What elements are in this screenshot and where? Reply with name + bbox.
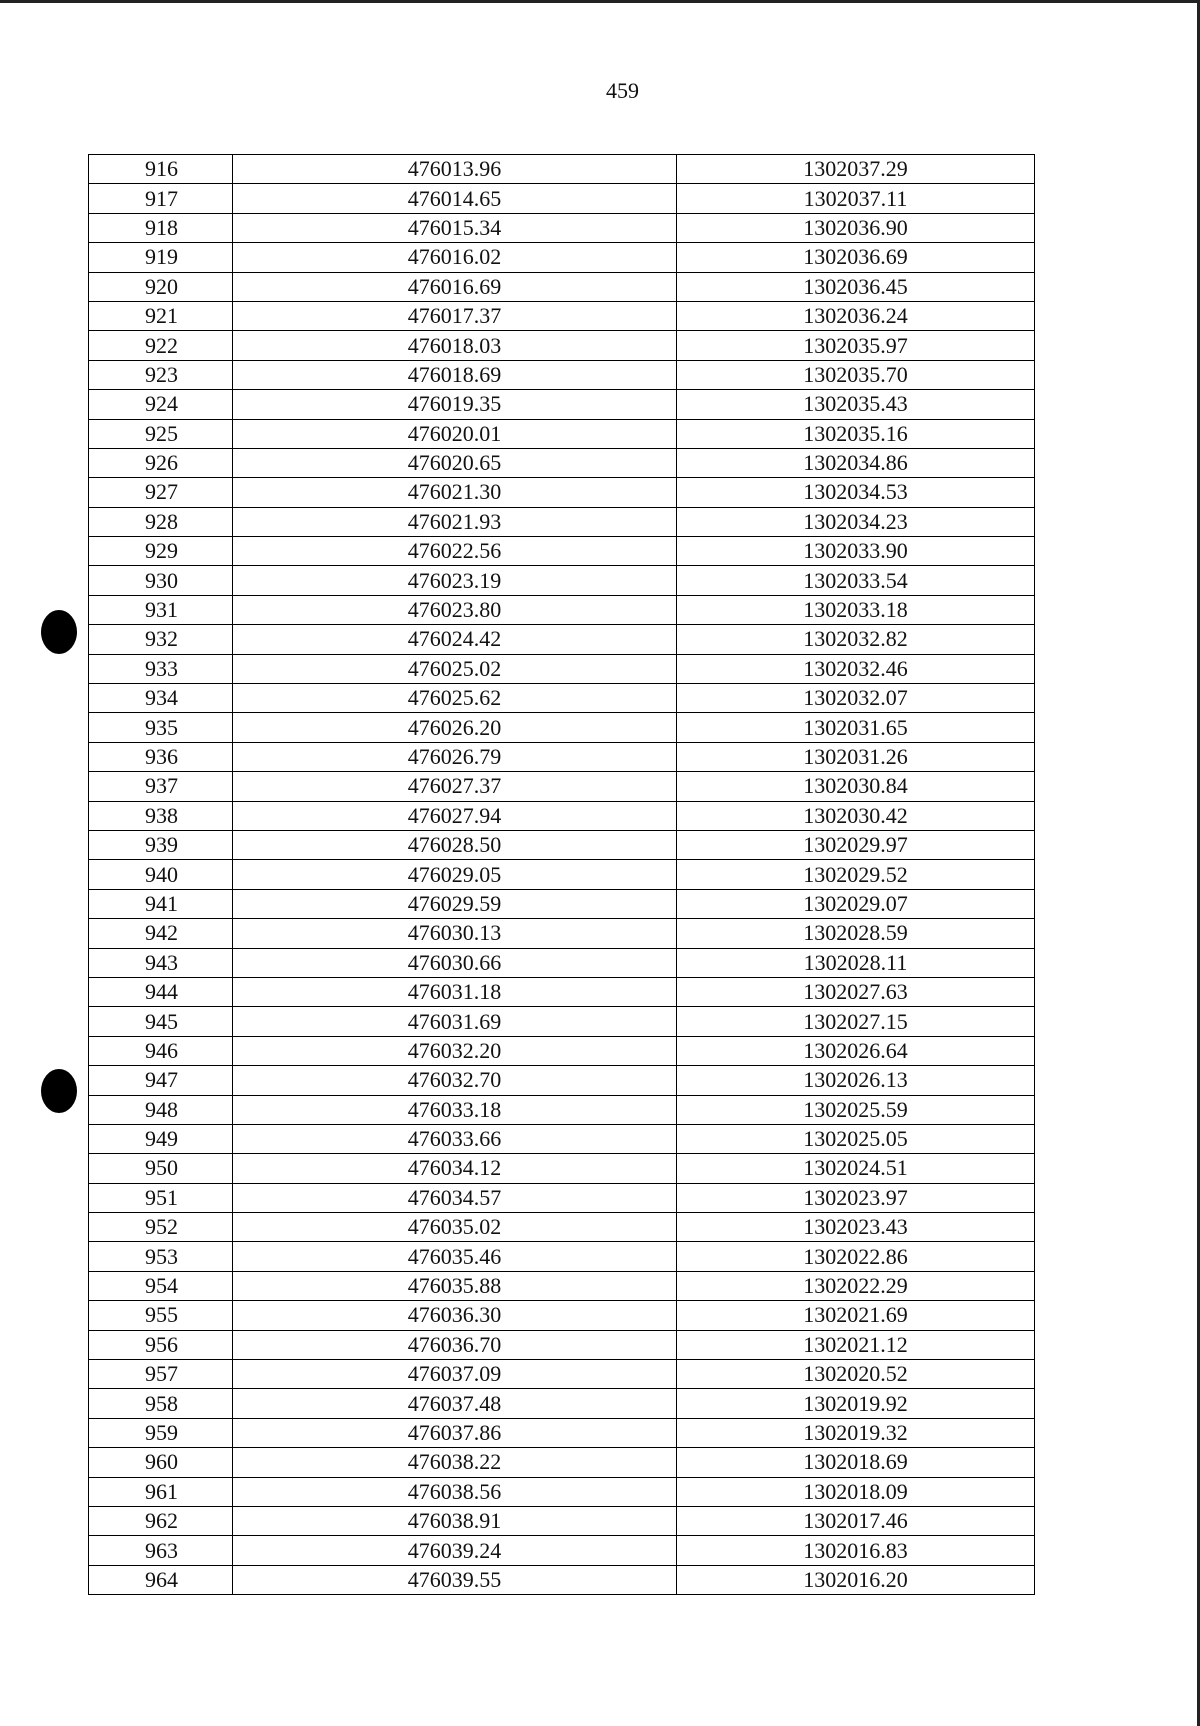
point-id-cell: 935 xyxy=(89,713,233,742)
x-coordinate-cell: 476030.66 xyxy=(233,948,677,977)
table-row xyxy=(89,184,1035,213)
point-id-cell: 917 xyxy=(89,184,233,213)
y-coordinate-cell: 1302027.15 xyxy=(677,1007,1035,1036)
y-coordinate-cell: 1302029.52 xyxy=(677,860,1035,889)
point-id-cell: 925 xyxy=(89,419,233,448)
x-coordinate-cell: 476038.22 xyxy=(233,1448,677,1477)
table-row xyxy=(89,801,1035,830)
x-coordinate-cell: 476022.56 xyxy=(233,537,677,566)
table-row xyxy=(89,419,1035,448)
table-row xyxy=(89,1095,1035,1124)
point-id-cell: 918 xyxy=(89,213,233,242)
x-coordinate-cell: 476028.50 xyxy=(233,830,677,859)
point-id-cell: 963 xyxy=(89,1536,233,1565)
y-coordinate-cell: 1302036.45 xyxy=(677,272,1035,301)
y-coordinate-cell: 1302018.69 xyxy=(677,1448,1035,1477)
x-coordinate-cell: 476035.88 xyxy=(233,1271,677,1300)
y-coordinate-cell: 1302037.11 xyxy=(677,184,1035,213)
y-coordinate-cell: 1302033.90 xyxy=(677,537,1035,566)
y-coordinate-cell: 1302019.32 xyxy=(677,1418,1035,1447)
y-coordinate-cell: 1302018.09 xyxy=(677,1477,1035,1506)
x-coordinate-cell: 476033.18 xyxy=(233,1095,677,1124)
x-coordinate-cell: 476036.70 xyxy=(233,1330,677,1359)
page-number: 459 xyxy=(606,78,639,103)
y-coordinate-cell: 1302019.92 xyxy=(677,1389,1035,1418)
y-coordinate-cell: 1302030.84 xyxy=(677,772,1035,801)
punch-hole xyxy=(41,610,77,654)
point-id-cell: 939 xyxy=(89,830,233,859)
y-coordinate-cell: 1302037.29 xyxy=(677,155,1035,184)
x-coordinate-cell: 476027.37 xyxy=(233,772,677,801)
table-row xyxy=(89,713,1035,742)
point-id-cell: 936 xyxy=(89,742,233,771)
table-row xyxy=(89,1183,1035,1212)
y-coordinate-cell: 1302035.16 xyxy=(677,419,1035,448)
table-row xyxy=(89,1007,1035,1036)
table-row xyxy=(89,1330,1035,1359)
x-coordinate-cell: 476026.79 xyxy=(233,742,677,771)
y-coordinate-cell: 1302022.86 xyxy=(677,1242,1035,1271)
x-coordinate-cell: 476033.66 xyxy=(233,1124,677,1153)
point-id-cell: 952 xyxy=(89,1213,233,1242)
table-row xyxy=(89,1360,1035,1389)
table-row xyxy=(89,478,1035,507)
table-row xyxy=(89,830,1035,859)
y-coordinate-cell: 1302026.64 xyxy=(677,1036,1035,1065)
table-row xyxy=(89,654,1035,683)
point-id-cell: 926 xyxy=(89,448,233,477)
x-coordinate-cell: 476016.02 xyxy=(233,243,677,272)
y-coordinate-cell: 1302027.63 xyxy=(677,977,1035,1006)
point-id-cell: 922 xyxy=(89,331,233,360)
x-coordinate-cell: 476038.91 xyxy=(233,1506,677,1535)
table-row xyxy=(89,390,1035,419)
x-coordinate-cell: 476017.37 xyxy=(233,301,677,330)
x-coordinate-cell: 476026.20 xyxy=(233,713,677,742)
x-coordinate-cell: 476015.34 xyxy=(233,213,677,242)
coordinates-table-body xyxy=(89,155,1035,1595)
y-coordinate-cell: 1302031.26 xyxy=(677,742,1035,771)
table-row xyxy=(89,1565,1035,1594)
punch-hole xyxy=(41,1069,77,1113)
table-row xyxy=(89,1448,1035,1477)
y-coordinate-cell: 1302029.97 xyxy=(677,830,1035,859)
y-coordinate-cell: 1302023.97 xyxy=(677,1183,1035,1212)
table-row xyxy=(89,507,1035,536)
point-id-cell: 949 xyxy=(89,1124,233,1153)
table-row xyxy=(89,301,1035,330)
y-coordinate-cell: 1302036.69 xyxy=(677,243,1035,272)
table-row xyxy=(89,331,1035,360)
table-row xyxy=(89,595,1035,624)
y-coordinate-cell: 1302026.13 xyxy=(677,1066,1035,1095)
point-id-cell: 929 xyxy=(89,537,233,566)
table-row xyxy=(89,1271,1035,1300)
page-border-top xyxy=(0,0,1200,3)
table-row xyxy=(89,742,1035,771)
x-coordinate-cell: 476023.80 xyxy=(233,595,677,624)
y-coordinate-cell: 1302034.53 xyxy=(677,478,1035,507)
y-coordinate-cell: 1302016.20 xyxy=(677,1565,1035,1594)
table-row xyxy=(89,448,1035,477)
y-coordinate-cell: 1302028.11 xyxy=(677,948,1035,977)
y-coordinate-cell: 1302031.65 xyxy=(677,713,1035,742)
y-coordinate-cell: 1302025.59 xyxy=(677,1095,1035,1124)
x-coordinate-cell: 476035.02 xyxy=(233,1213,677,1242)
y-coordinate-cell: 1302020.52 xyxy=(677,1360,1035,1389)
x-coordinate-cell: 476029.59 xyxy=(233,889,677,918)
x-coordinate-cell: 476035.46 xyxy=(233,1242,677,1271)
point-id-cell: 931 xyxy=(89,595,233,624)
y-coordinate-cell: 1302030.42 xyxy=(677,801,1035,830)
x-coordinate-cell: 476023.19 xyxy=(233,566,677,595)
x-coordinate-cell: 476034.12 xyxy=(233,1154,677,1183)
table-row xyxy=(89,1036,1035,1065)
point-id-cell: 958 xyxy=(89,1389,233,1418)
point-id-cell: 951 xyxy=(89,1183,233,1212)
point-id-cell: 955 xyxy=(89,1301,233,1330)
y-coordinate-cell: 1302022.29 xyxy=(677,1271,1035,1300)
x-coordinate-cell: 476029.05 xyxy=(233,860,677,889)
x-coordinate-cell: 476025.62 xyxy=(233,684,677,713)
point-id-cell: 947 xyxy=(89,1066,233,1095)
x-coordinate-cell: 476020.01 xyxy=(233,419,677,448)
table-row xyxy=(89,1124,1035,1153)
table-row xyxy=(89,1477,1035,1506)
x-coordinate-cell: 476034.57 xyxy=(233,1183,677,1212)
y-coordinate-cell: 1302016.83 xyxy=(677,1536,1035,1565)
point-id-cell: 943 xyxy=(89,948,233,977)
y-coordinate-cell: 1302028.59 xyxy=(677,919,1035,948)
point-id-cell: 946 xyxy=(89,1036,233,1065)
point-id-cell: 961 xyxy=(89,1477,233,1506)
y-coordinate-cell: 1302029.07 xyxy=(677,889,1035,918)
y-coordinate-cell: 1302035.70 xyxy=(677,360,1035,389)
x-coordinate-cell: 476018.69 xyxy=(233,360,677,389)
y-coordinate-cell: 1302021.12 xyxy=(677,1330,1035,1359)
point-id-cell: 927 xyxy=(89,478,233,507)
y-coordinate-cell: 1302034.23 xyxy=(677,507,1035,536)
x-coordinate-cell: 476013.96 xyxy=(233,155,677,184)
point-id-cell: 933 xyxy=(89,654,233,683)
point-id-cell: 919 xyxy=(89,243,233,272)
x-coordinate-cell: 476039.24 xyxy=(233,1536,677,1565)
table-row xyxy=(89,1213,1035,1242)
point-id-cell: 941 xyxy=(89,889,233,918)
y-coordinate-cell: 1302033.54 xyxy=(677,566,1035,595)
y-coordinate-cell: 1302035.97 xyxy=(677,331,1035,360)
x-coordinate-cell: 476038.56 xyxy=(233,1477,677,1506)
point-id-cell: 953 xyxy=(89,1242,233,1271)
table-row xyxy=(89,625,1035,654)
point-id-cell: 950 xyxy=(89,1154,233,1183)
y-coordinate-cell: 1302034.86 xyxy=(677,448,1035,477)
table-row xyxy=(89,566,1035,595)
y-coordinate-cell: 1302033.18 xyxy=(677,595,1035,624)
y-coordinate-cell: 1302025.05 xyxy=(677,1124,1035,1153)
x-coordinate-cell: 476024.42 xyxy=(233,625,677,654)
table-row xyxy=(89,919,1035,948)
table-row xyxy=(89,272,1035,301)
table-row xyxy=(89,684,1035,713)
table-row xyxy=(89,155,1035,184)
point-id-cell: 962 xyxy=(89,1506,233,1535)
point-id-cell: 942 xyxy=(89,919,233,948)
table-row xyxy=(89,1301,1035,1330)
y-coordinate-cell: 1302023.43 xyxy=(677,1213,1035,1242)
table-row xyxy=(89,213,1035,242)
table-row xyxy=(89,1154,1035,1183)
point-id-cell: 937 xyxy=(89,772,233,801)
table-row xyxy=(89,948,1035,977)
table-row xyxy=(89,1389,1035,1418)
x-coordinate-cell: 476025.02 xyxy=(233,654,677,683)
point-id-cell: 928 xyxy=(89,507,233,536)
y-coordinate-cell: 1302036.24 xyxy=(677,301,1035,330)
table-row xyxy=(89,1536,1035,1565)
point-id-cell: 934 xyxy=(89,684,233,713)
point-id-cell: 924 xyxy=(89,390,233,419)
point-id-cell: 945 xyxy=(89,1007,233,1036)
x-coordinate-cell: 476037.48 xyxy=(233,1389,677,1418)
point-id-cell: 940 xyxy=(89,860,233,889)
y-coordinate-cell: 1302032.46 xyxy=(677,654,1035,683)
coordinates-table xyxy=(88,154,1035,1595)
y-coordinate-cell: 1302021.69 xyxy=(677,1301,1035,1330)
x-coordinate-cell: 476016.69 xyxy=(233,272,677,301)
table-row xyxy=(89,1066,1035,1095)
y-coordinate-cell: 1302032.07 xyxy=(677,684,1035,713)
point-id-cell: 916 xyxy=(89,155,233,184)
x-coordinate-cell: 476032.20 xyxy=(233,1036,677,1065)
x-coordinate-cell: 476039.55 xyxy=(233,1565,677,1594)
x-coordinate-cell: 476036.30 xyxy=(233,1301,677,1330)
point-id-cell: 956 xyxy=(89,1330,233,1359)
table-row xyxy=(89,1242,1035,1271)
point-id-cell: 957 xyxy=(89,1360,233,1389)
table-row xyxy=(89,360,1035,389)
x-coordinate-cell: 476020.65 xyxy=(233,448,677,477)
table-row xyxy=(89,1506,1035,1535)
point-id-cell: 960 xyxy=(89,1448,233,1477)
table-row xyxy=(89,537,1035,566)
point-id-cell: 923 xyxy=(89,360,233,389)
point-id-cell: 954 xyxy=(89,1271,233,1300)
table-row xyxy=(89,772,1035,801)
table-row xyxy=(89,1418,1035,1447)
point-id-cell: 944 xyxy=(89,977,233,1006)
table-row xyxy=(89,243,1035,272)
x-coordinate-cell: 476030.13 xyxy=(233,919,677,948)
y-coordinate-cell: 1302024.51 xyxy=(677,1154,1035,1183)
x-coordinate-cell: 476027.94 xyxy=(233,801,677,830)
x-coordinate-cell: 476021.30 xyxy=(233,478,677,507)
x-coordinate-cell: 476018.03 xyxy=(233,331,677,360)
y-coordinate-cell: 1302032.82 xyxy=(677,625,1035,654)
table-row xyxy=(89,889,1035,918)
point-id-cell: 948 xyxy=(89,1095,233,1124)
x-coordinate-cell: 476021.93 xyxy=(233,507,677,536)
table-row xyxy=(89,977,1035,1006)
x-coordinate-cell: 476031.69 xyxy=(233,1007,677,1036)
point-id-cell: 959 xyxy=(89,1418,233,1447)
y-coordinate-cell: 1302035.43 xyxy=(677,390,1035,419)
x-coordinate-cell: 476037.09 xyxy=(233,1360,677,1389)
x-coordinate-cell: 476019.35 xyxy=(233,390,677,419)
point-id-cell: 920 xyxy=(89,272,233,301)
point-id-cell: 932 xyxy=(89,625,233,654)
x-coordinate-cell: 476037.86 xyxy=(233,1418,677,1447)
point-id-cell: 964 xyxy=(89,1565,233,1594)
x-coordinate-cell: 476031.18 xyxy=(233,977,677,1006)
y-coordinate-cell: 1302036.90 xyxy=(677,213,1035,242)
x-coordinate-cell: 476014.65 xyxy=(233,184,677,213)
point-id-cell: 930 xyxy=(89,566,233,595)
table-row xyxy=(89,860,1035,889)
x-coordinate-cell: 476032.70 xyxy=(233,1066,677,1095)
point-id-cell: 921 xyxy=(89,301,233,330)
point-id-cell: 938 xyxy=(89,801,233,830)
y-coordinate-cell: 1302017.46 xyxy=(677,1506,1035,1535)
